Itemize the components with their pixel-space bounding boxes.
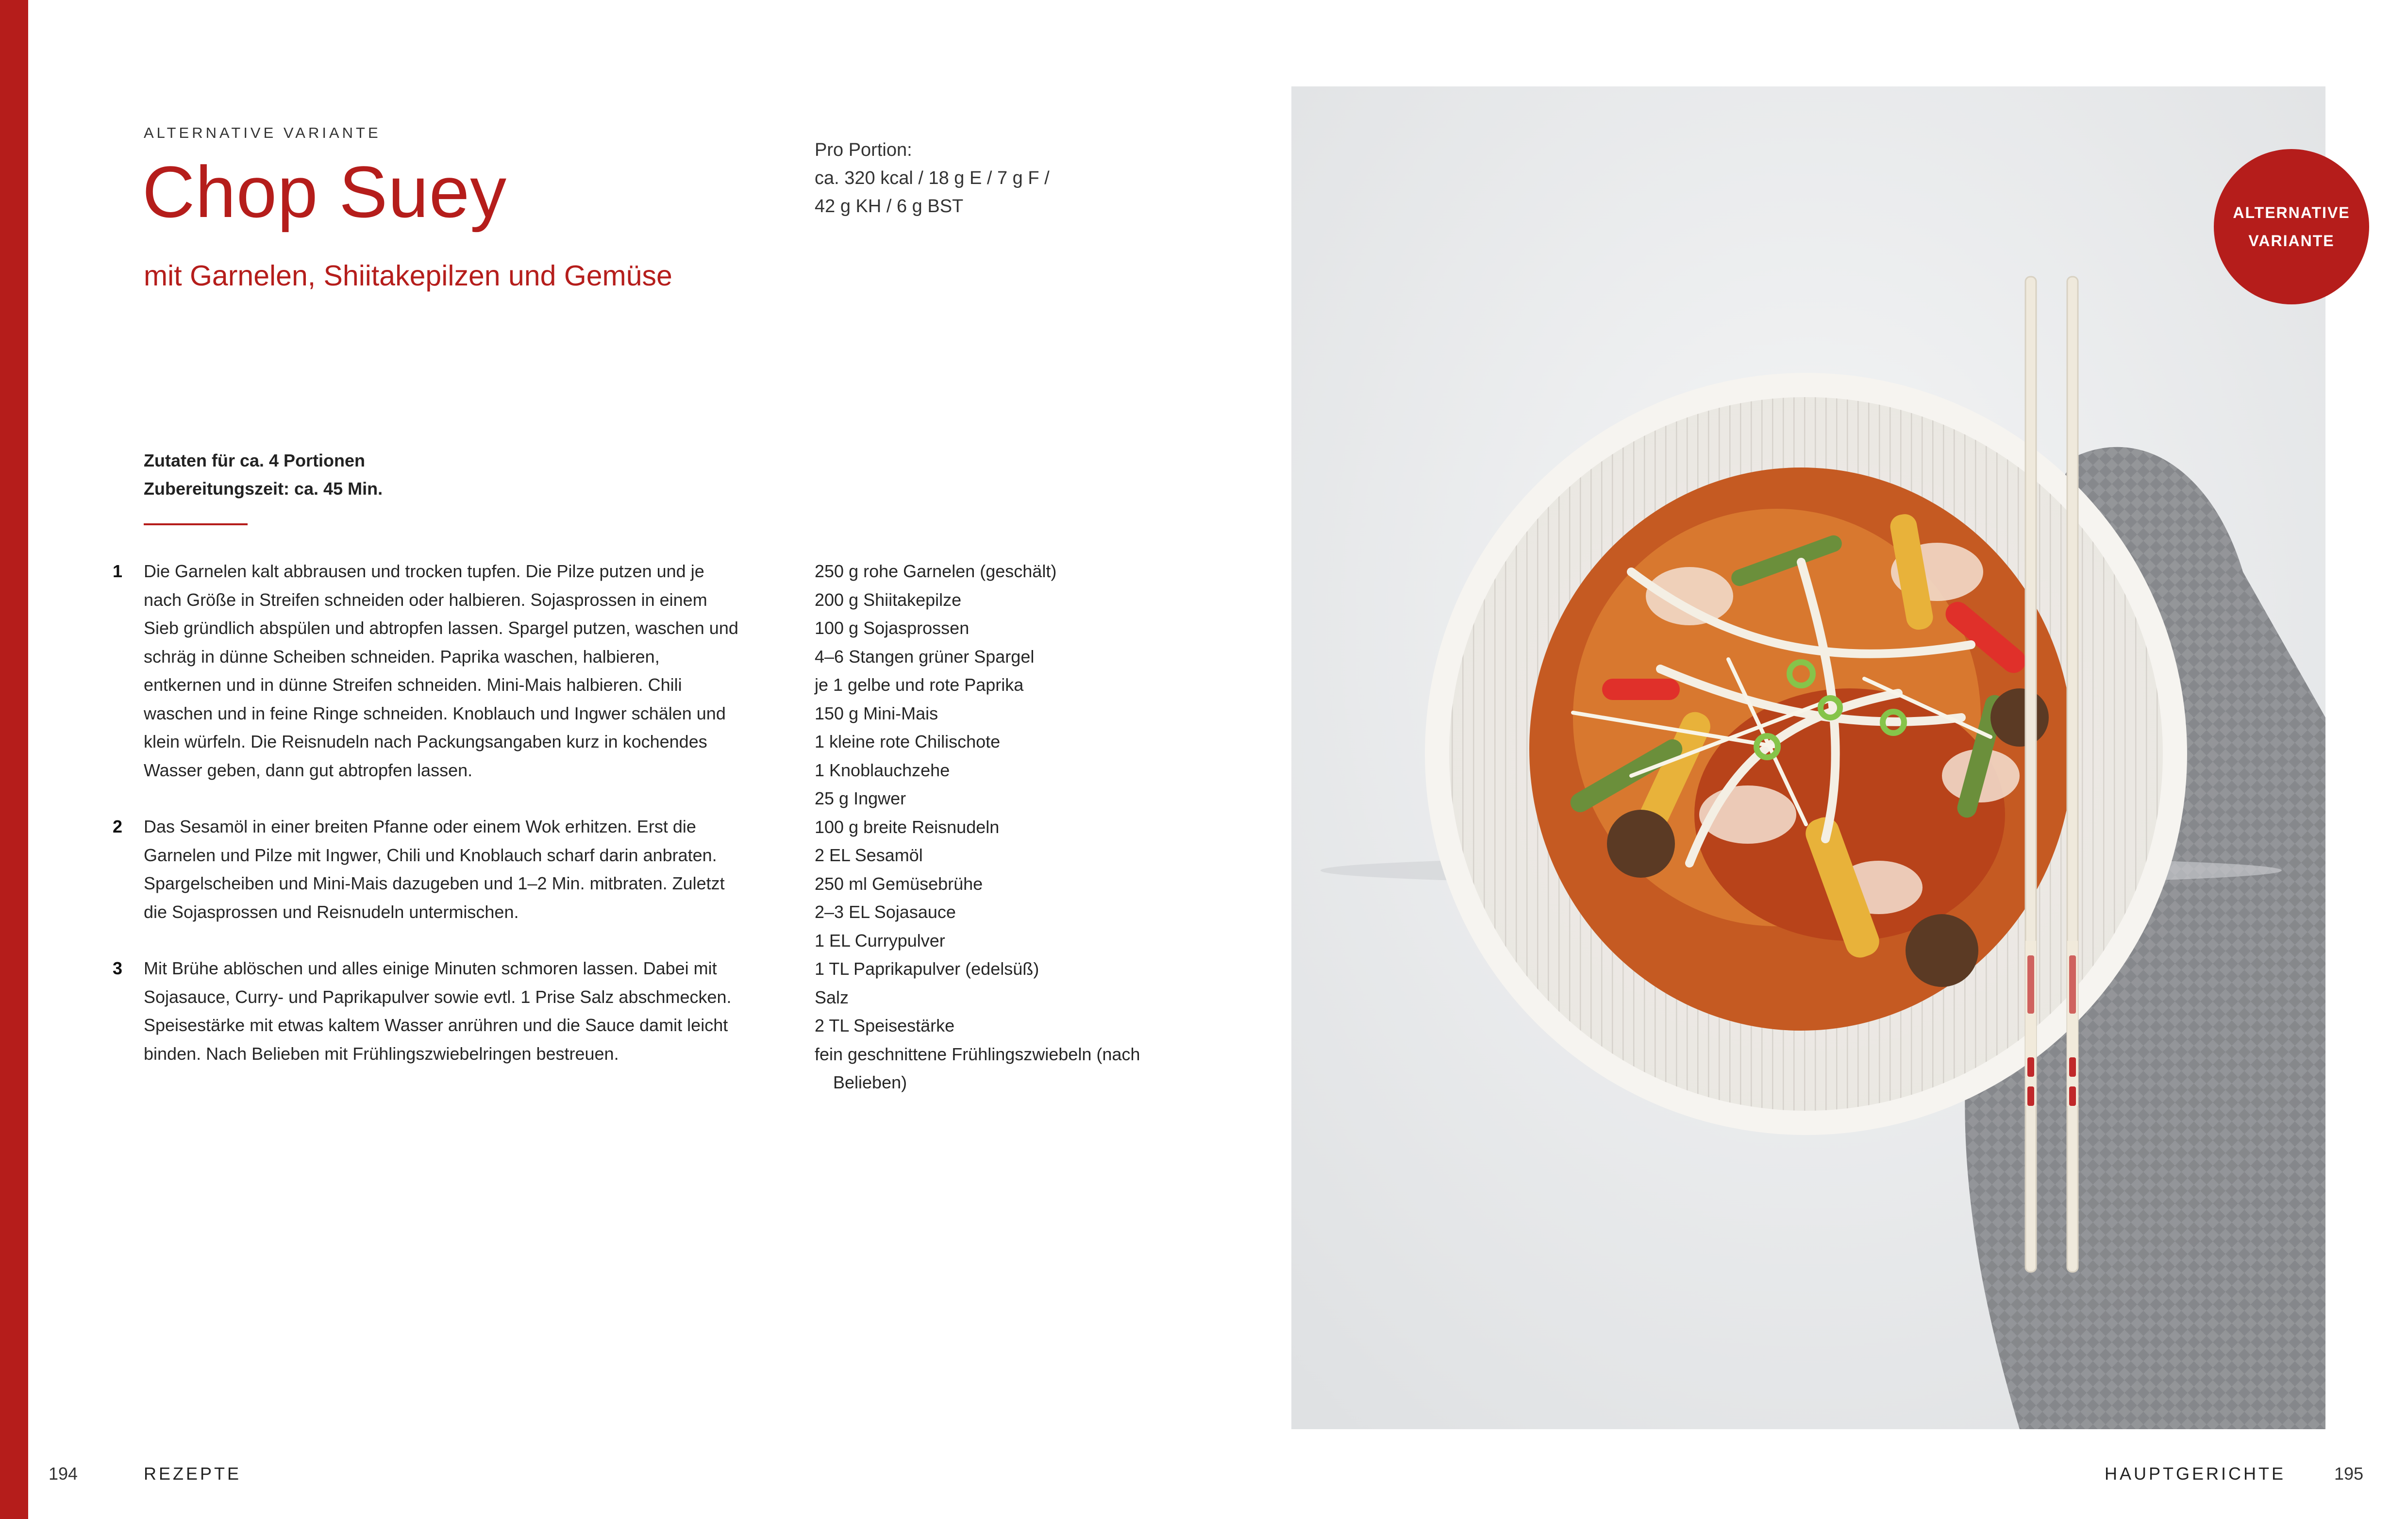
ingredient-item: 150 g Mini-Mais: [815, 703, 938, 723]
stir-fry: [1529, 467, 2073, 1031]
ingredient-list: [815, 557, 1193, 1097]
prep-time: Zubereitungszeit: ca. 45 Min.: [144, 479, 383, 499]
step-text: Die Garnelen kalt abbrausen und trocken tupfen. Die Pilze putzen und je nach Größe in Streifen schneiden oder halbieren. Sojasprossen in einem Sieb gründlich abspülen und abtropfen lassen. Spargel putzen, waschen und schräg in dünne Scheiben schneiden. Paprika waschen, halbieren, entkernen und in dünne Streifen schneiden. Mini-Mais halbieren. Chili waschen und in feine Ringe schneiden. Knoblauch und Ingwer schälen und klein würfeln. Die Reisnudeln nach Packungsangaben kurz in kochendes Wasser geben, dann gut abtropfen lassen.: [144, 561, 738, 780]
ingredient-item: 200 g Shiitakepilze: [815, 589, 962, 610]
step-number: 1: [113, 561, 123, 581]
step-3: [113, 954, 739, 1068]
badge-line-1: ALTERNATIVE: [2233, 204, 2350, 221]
step-2: [113, 813, 739, 926]
ingredient-item: 1 kleine rote Chilischote: [815, 732, 1001, 751]
ingredient-item: 4–6 Stangen grüner Spargel: [815, 646, 1035, 667]
dish-illustration: [1291, 86, 2325, 1429]
recipe-kicker: ALTERNATIVE VARIANTE: [144, 124, 381, 141]
ingredient-item: Salz: [815, 987, 849, 1007]
ingredient-item: 1 TL Paprikapulver (edelsüß): [815, 959, 1039, 979]
recipe-title: Chop Suey: [142, 151, 507, 233]
badge-line-2: VARIANTE: [2248, 232, 2335, 250]
ingredient-item: 25 g Ingwer: [815, 788, 906, 808]
dish-photo: [1291, 86, 2325, 1429]
alternative-variant-badge: [2214, 149, 2369, 304]
meta-divider: [144, 523, 248, 525]
ingredient-item: 250 ml Gemüsebrühe: [815, 873, 983, 894]
step-1: [113, 557, 739, 785]
ingredient-item: je 1 gelbe und rote Paprika: [815, 675, 1024, 695]
ingredient-item: 250 g rohe Garnelen (geschält): [815, 561, 1057, 581]
running-head-right: HAUPTGERICHTE: [2105, 1464, 2286, 1484]
nutrition-line-1: ca. 320 kcal / 18 g E / 7 g F /: [815, 168, 1050, 188]
servings: Zutaten für ca. 4 Portionen: [144, 451, 366, 470]
preparation-steps: [113, 557, 739, 1096]
ingredient-item: 1 Knoblauchzehe: [815, 760, 950, 780]
ingredient-item: 2 TL Speisestärke: [815, 1016, 955, 1035]
running-head-left: REZEPTE: [144, 1464, 242, 1484]
ingredient-item: 2 EL Sesamöl: [815, 845, 923, 865]
nutrition-line-2: 42 g KH / 6 g BST: [815, 196, 964, 217]
ingredient-item: fein geschnittene Frühlingszwiebeln (nach Belieben): [815, 1044, 1140, 1092]
step-text: Das Sesamöl in einer breiten Pfanne oder einem Wok erhitzen. Erst die Garnelen und Pilze mit Ingwer, Chili und Knoblauch scharf darin anbraten. Spargelscheiben und Mini-Mais dazugeben und 1–2 Min. mitbraten. Zuletzt die Sojasprossen und Reisnudeln untermischen.: [144, 817, 725, 922]
ingredient-item: 1 EL Currypulver: [815, 930, 945, 951]
nutrition-label: Pro Portion:: [815, 140, 912, 160]
ingredient-item: 100 g breite Reisnudeln: [815, 817, 1000, 837]
red-edge-bar: [0, 0, 28, 1519]
ingredient-item: 2–3 EL Sojasauce: [815, 902, 956, 922]
step-number: 2: [113, 817, 123, 836]
ingredient-item: 100 g Sojasprossen: [815, 618, 970, 638]
nutrition-info: [815, 136, 1050, 220]
page-number-left: 194: [49, 1464, 78, 1484]
page-number-right: 195: [2334, 1464, 2364, 1484]
step-text: Mit Brühe ablöschen und alles einige Minuten schmoren lassen. Dabei mit Sojasauce, Curry- und Paprikapulver sowie evtl. 1 Prise Salz abschmecken. Speisestärke mit etwas kaltem Wasser anrühren und die Sauce damit leicht binden. Nach Belieben mit Frühlingszwiebelringen bestreuen.: [144, 958, 732, 1064]
recipe-subtitle: mit Garnelen, Shiitakepilzen und Gemüse: [144, 260, 672, 292]
step-number: 3: [113, 958, 123, 978]
recipe-meta: [144, 447, 383, 503]
